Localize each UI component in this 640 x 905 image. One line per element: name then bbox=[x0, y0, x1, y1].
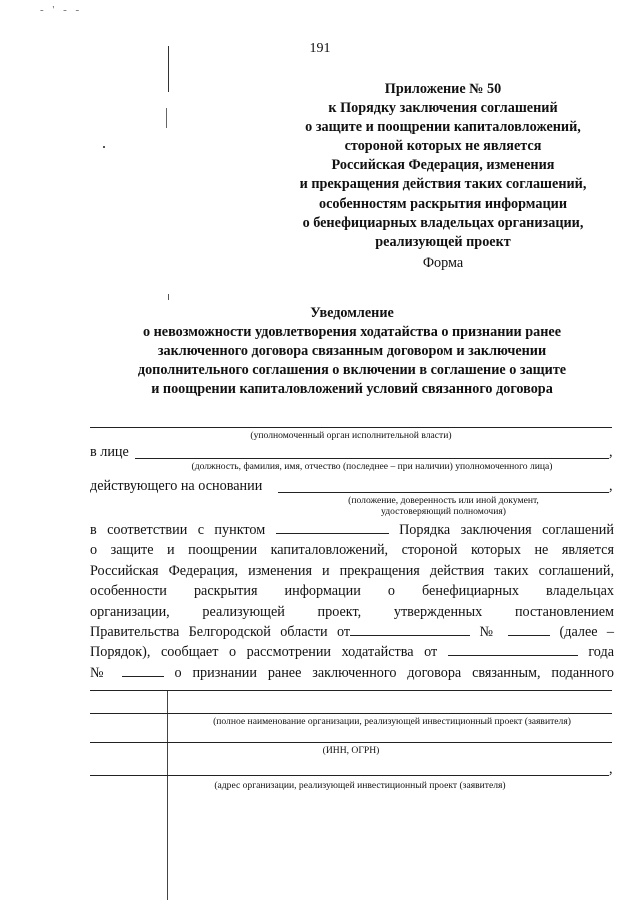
scan-speck bbox=[103, 146, 105, 148]
appendix-line: и прекращения действия таких соглашений, bbox=[299, 176, 587, 193]
org-name-caption: (полное наименование организации, реализующей инвестиционный проект (заявителя) bbox=[213, 716, 571, 727]
appendix-line: к Порядку заключения соглашений bbox=[328, 100, 558, 117]
address-comma: , bbox=[609, 761, 613, 777]
binding-line bbox=[167, 690, 168, 900]
basis-caption-line: (положение, доверенность или иной документ, bbox=[348, 495, 539, 506]
title-line: и поощрении капиталовложений условий связанного договора bbox=[151, 381, 553, 398]
basis-label: действующего на основании bbox=[90, 478, 263, 494]
body-line: № о признании ранее заключенного договора связанным, поданного bbox=[90, 664, 615, 681]
resolution-date-field[interactable] bbox=[350, 623, 470, 636]
petition-date-field[interactable] bbox=[448, 643, 578, 656]
notice-body bbox=[90, 520, 614, 683]
in-person-comma: , bbox=[609, 444, 613, 460]
document-title bbox=[90, 304, 614, 399]
body-line: особенности раскрытия информации о бенефициарных владельцах bbox=[90, 583, 614, 600]
address-caption: (адрес организации, реализующей инвестиционный проект (заявителя) bbox=[214, 780, 506, 791]
title-line: дополнительного соглашения о включении в соглашение о защите bbox=[137, 362, 567, 379]
inn-ogrn-field[interactable] bbox=[90, 742, 612, 743]
title-line: заключенного договора связанным договором и заключении bbox=[157, 343, 547, 360]
appendix-line: Приложение № 50 bbox=[384, 81, 502, 97]
appendix-header bbox=[282, 80, 604, 252]
resolution-number-field[interactable] bbox=[508, 623, 550, 636]
position-caption: (должность, фамилия, имя, отчество (последнее – при наличии) уполномоченного лица) bbox=[191, 461, 553, 472]
in-person-label: в лице bbox=[90, 444, 129, 460]
authority-caption: (уполномоченный орган исполнительной власти) bbox=[250, 430, 452, 441]
body-line: Правительства Белгородской области от № (далее – bbox=[90, 624, 615, 641]
page-number: 191 bbox=[309, 41, 331, 56]
clause-field[interactable] bbox=[276, 521, 389, 534]
petition-number-field[interactable] bbox=[122, 664, 164, 677]
inn-ogrn-caption: (ИНН, ОГРН) bbox=[322, 745, 380, 756]
body-line: о защите и поощрении капиталовложений, стороной которых не является bbox=[90, 542, 614, 559]
basis-comma: , bbox=[609, 478, 613, 494]
appendix-line: особенностям раскрытия информации bbox=[318, 195, 567, 212]
body-line: в соответствии с пунктом Порядка заключения соглашений bbox=[90, 522, 614, 538]
appendix-line: стороной которых не является bbox=[344, 138, 542, 155]
address-field[interactable] bbox=[90, 775, 609, 776]
org-name-field-2[interactable] bbox=[90, 713, 612, 714]
scan-speck bbox=[168, 294, 169, 300]
appendix-line: о бенефициарных владельцах организации, bbox=[302, 214, 584, 231]
org-name-field-1[interactable] bbox=[90, 690, 612, 691]
body-line: организации, реализующей проект, утвержденных постановлением bbox=[90, 603, 614, 620]
authority-field[interactable] bbox=[90, 427, 612, 428]
appendix-line: о защите и поощрении капиталовложений, bbox=[305, 119, 581, 136]
title-line: о невозможности удовлетворения ходатайства о признании ранее bbox=[142, 324, 562, 341]
appendix-line: Российская Федерация, изменения bbox=[331, 157, 555, 174]
binding-line bbox=[166, 108, 167, 128]
form-label: Форма bbox=[422, 255, 464, 271]
appendix-line: реализующей проект bbox=[375, 233, 511, 250]
body-line: Российская Федерация, изменения и прекращения действия таких соглашений, bbox=[90, 562, 614, 579]
title-line: Уведомление bbox=[310, 305, 394, 321]
body-line: Порядок), сообщает о рассмотрении ходатайства от года bbox=[90, 644, 614, 661]
basis-field[interactable] bbox=[278, 492, 609, 493]
basis-caption bbox=[278, 495, 609, 517]
in-person-field[interactable] bbox=[135, 458, 609, 459]
corner-mark: - ' - - bbox=[40, 4, 83, 16]
basis-caption-line: удостоверяющий полномочия) bbox=[381, 506, 506, 517]
